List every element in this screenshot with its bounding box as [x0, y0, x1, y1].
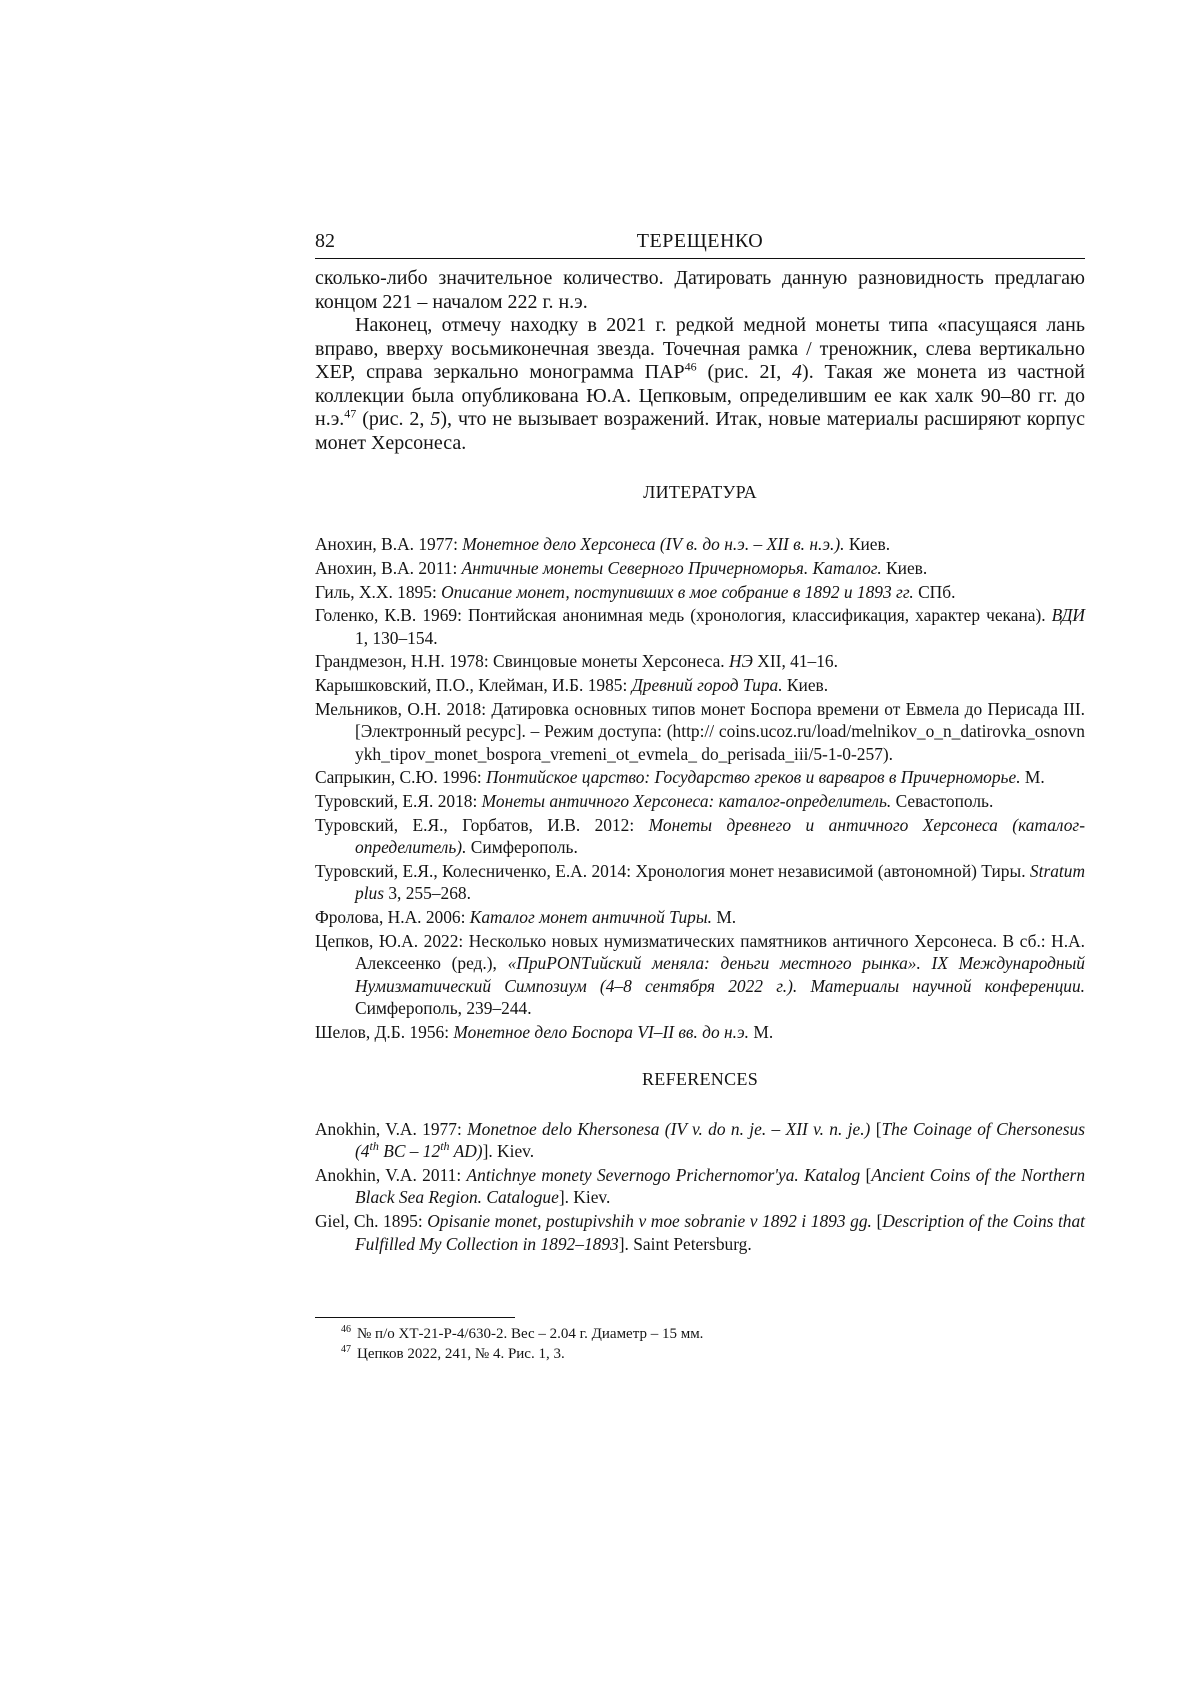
- paragraph-2-text-c: ). Такая же монета из частной коллекции была опубликована Ю.А. Цепковым, определившим ее как халк 90–80 гг. до н.э.: [315, 361, 1085, 430]
- entry-imprint: ]. Kiev.: [558, 1187, 611, 1208]
- entry-title-translated-end: AD): [449, 1141, 483, 1162]
- references-heading: REFERENCES: [641, 1069, 759, 1090]
- entry-imprint: М.: [1020, 767, 1045, 788]
- entry-text: Туровский, Е.Я., Колесниченко, Е.А. 2014: Хронология монет независимой (автономной) Тиры.: [315, 861, 1030, 882]
- entry-text: Грандмезон, Н.Н. 1978: Свинцовые монеты Херсонеса.: [315, 651, 729, 672]
- entry-bracket-open: [: [871, 1211, 883, 1232]
- entry-title-translated: The Coinage of Chersonesus (4: [355, 1119, 1085, 1162]
- literature-entry: [315, 814, 1085, 859]
- entry-bracket-open: [: [860, 1165, 872, 1186]
- entry-text: Мельников, О.Н. 2018: Датировка основных типов монет Боспора времени от Евмела до Перисада III. [Электронный ресурс]. – Режим доступа: (http:// coins.ucoz.ru/load/melnikov_o_n_datirovka_osnovnykh_tipov_monet_bospora_vremeni_ot_evmela_ do_perisada_iii/5-1-0-257).: [315, 699, 1085, 764]
- entry-author: Giel, Ch. 1895:: [315, 1211, 428, 1232]
- literature-heading: ЛИТЕРАТУРА: [643, 482, 757, 502]
- entry-imprint: Киев.: [844, 534, 891, 554]
- entry-imprint: СПб.: [913, 581, 956, 602]
- entry-title-transliterated: Monetnoe delo Khersonesa (IV v. do n. je. – XII v. n. je.): [467, 1119, 871, 1140]
- entry-title: НЭ: [729, 651, 753, 672]
- footnote-ref-47: 47: [344, 406, 357, 421]
- paragraph-2-figure-ref-5: 5: [430, 408, 441, 430]
- entry-title: «ПриPONTийский меняла: деньги местного рынка». IX Международный Нумизматический Симпозиум (4–8 сентября 2022 г.). Материалы научной конференции.: [355, 953, 1085, 996]
- references-list: [315, 1118, 1085, 1255]
- footnotes: [315, 1317, 1085, 1364]
- entry-imprint: ]. Saint Petersburg.: [618, 1233, 752, 1254]
- entry-imprint: 1, 130–154.: [355, 627, 438, 648]
- literature-entry: [315, 674, 1085, 696]
- paragraph-2-text-e: ), что не вызывает возражений. Итак, новые материалы расширяют корпус монет Херсонеса.: [315, 408, 1085, 454]
- entry-title: Монеты античного Херсонеса: каталог-определитель.: [481, 791, 892, 812]
- entry-title: Понтийское царство: Государство греков и варваров в Причерноморье.: [486, 767, 1021, 788]
- entry-text: Шелов, Д.Б. 1956:: [315, 1021, 454, 1042]
- entry-text: Цепков, Ю.А. 2022: Несколько новых нумизматических памятников античного Херсонеса. В сб.: Н.А. Алексеенко (ред.),: [315, 931, 1085, 974]
- literature-entry: [315, 650, 1085, 672]
- entry-title: Монетное дело Херсонеса (IV в. до н.э. – XII в. н.э.).: [462, 534, 845, 554]
- footnote-number: 46: [341, 1323, 351, 1335]
- running-header: [315, 228, 1085, 259]
- entry-imprint: 3, 255–268.: [384, 883, 471, 904]
- footnote: [315, 1324, 1085, 1344]
- footnote-text: № п/о ХТ-21-Р-4/630-2. Вес – 2.04 г. Диаметр – 15 мм.: [357, 1325, 704, 1342]
- literature-entry: [315, 557, 1085, 579]
- superscript: th: [369, 1139, 379, 1154]
- entry-title: Описание монет, поступивших в мое собрание в 1892 и 1893 гг.: [441, 581, 914, 602]
- paragraph-2-figure-ref-4: 4: [792, 361, 803, 383]
- entry-title: Монеты древнего и античного Херсонеса (каталог-определитель).: [355, 815, 1085, 858]
- entry-imprint: Симферополь, 239–244.: [355, 997, 532, 1018]
- entry-text: Фролова, Н.А. 2006:: [315, 907, 470, 928]
- entry-imprint: Киев.: [881, 557, 928, 578]
- entry-imprint: Симферополь.: [466, 837, 578, 858]
- entry-title: Каталог монет античной Тиры.: [469, 907, 712, 928]
- entry-imprint: Киев.: [782, 675, 829, 696]
- entry-text: Гиль, Х.Х. 1895:: [315, 581, 442, 602]
- entry-imprint: М.: [749, 1021, 774, 1042]
- entry-author: Anokhin, V.A. 1977:: [315, 1119, 468, 1140]
- literature-entry: [315, 698, 1085, 765]
- entry-imprint: Севастополь.: [891, 791, 994, 812]
- entry-text: Туровский, Е.Я. 2018:: [315, 791, 482, 812]
- paragraph-2: [315, 314, 1085, 455]
- body-text: [315, 267, 1085, 455]
- entry-imprint: М.: [711, 907, 737, 928]
- reference-entry: [315, 1210, 1085, 1255]
- footnote: [315, 1344, 1085, 1364]
- footnote-text: Цепков 2022, 241, № 4. Рис. 1, 3.: [357, 1345, 565, 1362]
- paragraph-2-text-b: (рис. 2I,: [696, 361, 793, 383]
- literature-list: [315, 533, 1085, 1043]
- literature-entry: [315, 766, 1085, 788]
- reference-entry: [315, 1164, 1085, 1209]
- literature-entry: [315, 930, 1085, 1019]
- entry-title: Древний город Тира.: [631, 675, 783, 696]
- entry-title: Античные монеты Северного Причерноморья. Каталог.: [461, 557, 882, 578]
- literature-entry: [315, 906, 1085, 928]
- footnote-number: 47: [341, 1343, 351, 1355]
- literature-entry: [315, 604, 1085, 649]
- footnote-rule: [315, 1317, 515, 1318]
- entry-author: Anokhin, V.A. 2011:: [315, 1165, 467, 1186]
- entry-title-transliterated: Opisanie monet, postupivshih v moe sobranie v 1892 i 1893 gg.: [427, 1211, 872, 1232]
- literature-entry: [315, 533, 1085, 555]
- entry-text: Голенко, К.В. 1969: Понтийская анонимная медь (хронология, классификация, характер чекана).: [315, 605, 1052, 626]
- entry-title-translated: Ancient Coins of the Northern Black Sea Region. Catalogue: [355, 1165, 1086, 1208]
- page-number: 82: [315, 230, 335, 252]
- entry-title: Монетное дело Боспора VI–II вв. до н.э.: [453, 1021, 750, 1042]
- entry-text: Сапрыкин, С.Ю. 1996:: [315, 767, 487, 788]
- entry-title: Stratum plus: [355, 861, 1085, 904]
- entry-title: ВДИ: [1051, 605, 1085, 626]
- literature-entry: [315, 1021, 1085, 1043]
- paragraph-2-text-a: Наконец, отмечу находку в 2021 г. редкой медной монеты типа «пасущаяся лань вправо, вверху восьмиконечная звезда. Точечная рамка / треножник, слева вертикально ХЕР, справа зеркально монограмма ПАР: [315, 314, 1085, 383]
- entry-imprint: XII, 41–16.: [752, 651, 838, 672]
- literature-entry: [315, 860, 1085, 905]
- document-page: [315, 228, 1085, 1364]
- entry-title-translated: Description of the Coins that Fulfilled My Collection in 1892–1893: [355, 1211, 1086, 1254]
- footnote-ref-46: 46: [684, 359, 697, 374]
- superscript: th: [440, 1139, 450, 1154]
- footnote-list: [315, 1324, 1085, 1364]
- paragraph-2-text-d: (рис. 2,: [356, 408, 431, 430]
- entry-text: Карышковский, П.О., Клейман, И.Б. 1985:: [315, 675, 632, 696]
- reference-entry: [315, 1118, 1085, 1163]
- entry-text: Анохин, В.А. 1977:: [315, 534, 463, 554]
- running-title: ТЕРЕЩЕНКО: [636, 230, 764, 252]
- entry-bracket-open: [: [870, 1119, 882, 1140]
- entry-title-translated-cont: BC – 12: [378, 1141, 441, 1162]
- paragraph-1: сколько-либо значительное количество. Датировать данную разновидность предлагаю концом 221 – началом 222 г. н.э.: [315, 267, 1085, 313]
- entry-imprint: ]. Kiev.: [482, 1141, 535, 1162]
- literature-entry: [315, 790, 1085, 812]
- literature-entry: [315, 581, 1085, 603]
- entry-title-transliterated: Antichnye monety Severnogo Prichernomor'ya. Katalog: [466, 1165, 861, 1186]
- entry-text: Туровский, Е.Я., Горбатов, И.В. 2012:: [315, 815, 649, 836]
- entry-text: Анохин, В.А. 2011:: [315, 557, 462, 578]
